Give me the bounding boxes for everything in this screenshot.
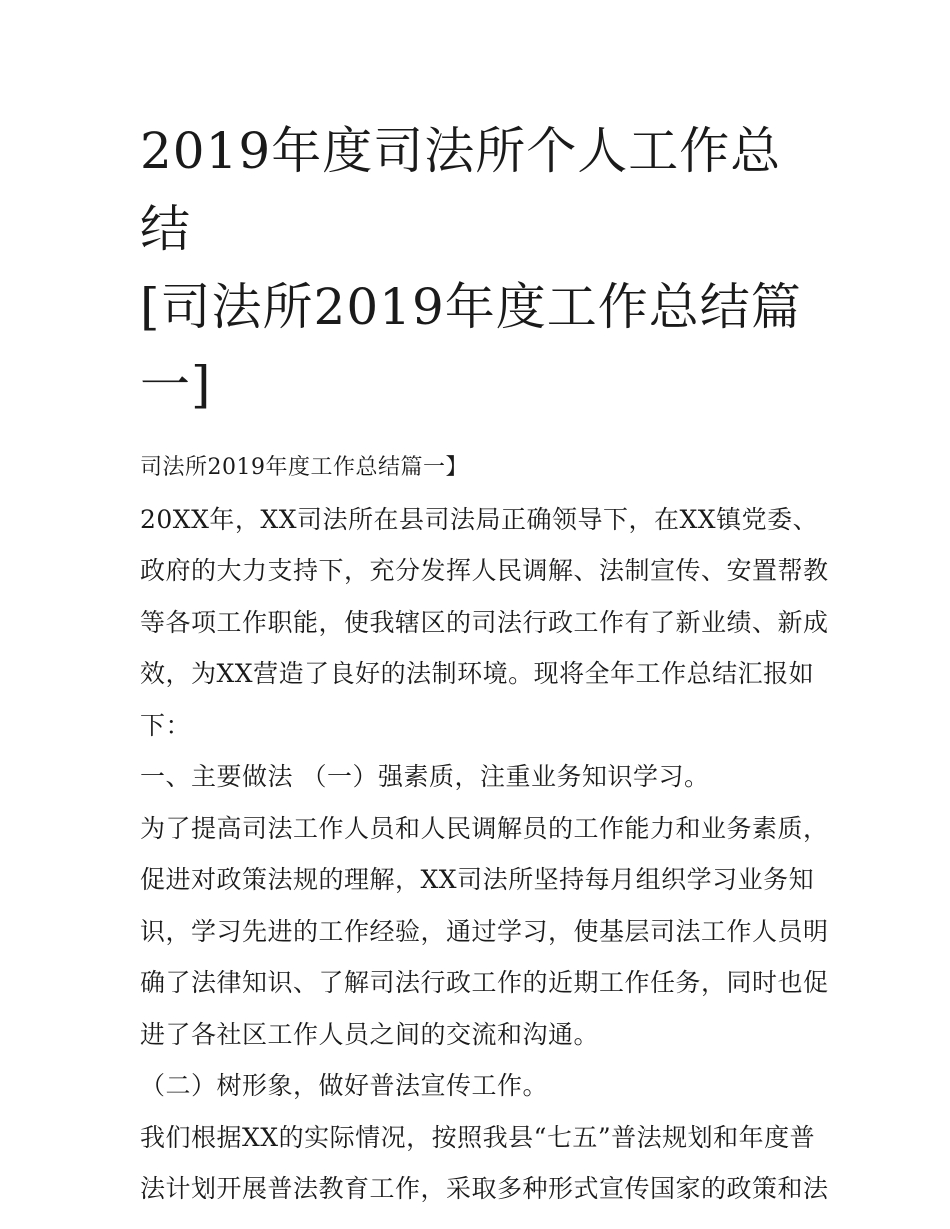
body-line: 进了各社区工作人员之间的交流和沟通。 xyxy=(140,1019,600,1049)
title-line-2: [司法所2019年度工作总结篇 xyxy=(140,278,802,336)
title-line-3: 一] xyxy=(140,356,212,414)
body-line: 确了法律知识、了解司法行政工作的近期工作任务，同时也促 xyxy=(140,968,829,997)
body-line: 一、主要做法 （一）强素质，注重业务知识学习。 xyxy=(140,762,710,791)
body-line: 我们根据XX的实际情况，按照我县“七五”普法规划和年度普 xyxy=(140,1122,816,1152)
body-line: 促进对政策法规的理解，XX司法所坚持每月组织学习业务知 xyxy=(140,865,815,894)
body-line: 识，学习先进的工作经验，通过学习，使基层司法工作人员明 xyxy=(140,916,829,946)
body-line: （二）树形象，做好普法宣传工作。 xyxy=(140,1071,549,1100)
document-page xyxy=(140,112,829,1215)
body-line: 法计划开展普法教育工作，采取多种形式宣传国家的政策和法 xyxy=(140,1174,829,1203)
body-line: 司法所2019年度工作总结篇一】 xyxy=(140,455,468,480)
document-title xyxy=(140,112,820,424)
body-line: 为了提高司法工作人员和人民调解员的工作能力和业务素质， xyxy=(140,813,829,843)
body-line: 政府的大力支持下，充分发挥人民调解、法制宣传、安置帮教 xyxy=(140,556,829,585)
body-line: 20XX年，XX司法所在县司法局正确领导下，在XX镇党委、 xyxy=(140,504,819,534)
body-line: 等各项工作职能，使我辖区的司法行政工作有了新业绩、新成 xyxy=(140,607,829,637)
body-line: 效，为XX营造了良好的法制环境。现将全年工作总结汇报如 xyxy=(140,659,815,688)
document-body xyxy=(140,442,829,1215)
title-line-1: 2019年度司法所个人工作总结 xyxy=(140,122,782,258)
body-line: 下： xyxy=(140,710,192,740)
